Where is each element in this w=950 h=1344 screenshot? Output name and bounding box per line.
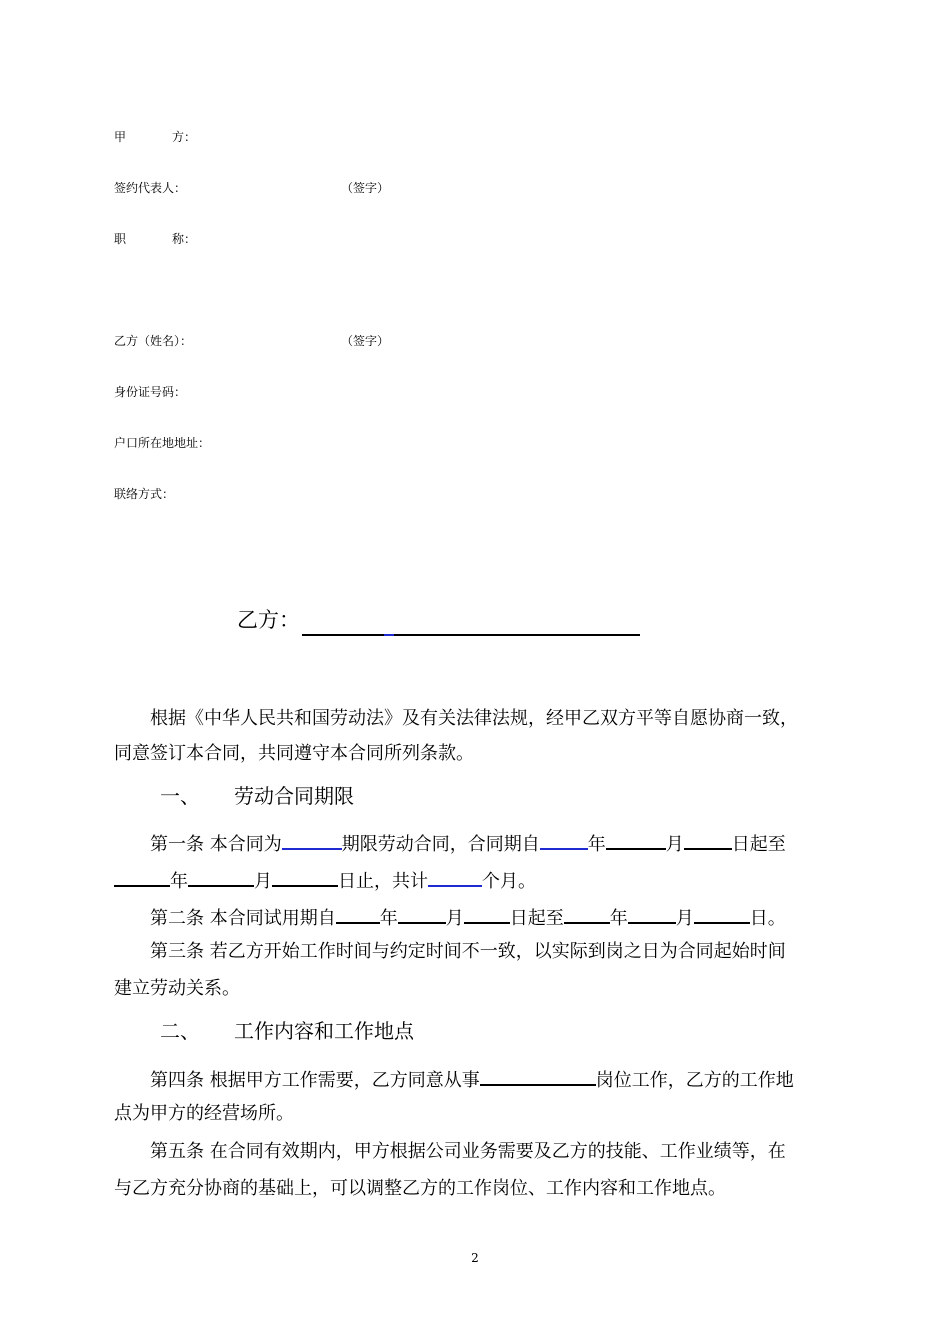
id-number-label: 身份证号码： — [114, 385, 187, 399]
section-2-heading — [160, 1018, 414, 1044]
article-5-line-1: 第五条 在合同有效期内，甲方根据公司业务需要及乙方的技能、工作业绩等，在 — [150, 1141, 786, 1162]
blank-term-type — [282, 829, 342, 850]
article-2-text-g: 日。 — [749, 908, 786, 929]
article-2 — [150, 903, 786, 931]
blank-probation-start-year — [336, 903, 380, 924]
contact-label: 联络方式： — [114, 487, 175, 501]
sign-mark-1: （签字） — [341, 181, 390, 195]
article-1-line-2 — [114, 866, 536, 894]
sign-mark-2: （签字） — [341, 334, 390, 348]
blank-end-year — [114, 866, 170, 887]
article-4-line-2: 点为甲方的经营场所。 — [114, 1103, 294, 1124]
title-label-right: 称： — [172, 232, 197, 246]
household-address-label: 户口所在地地址： — [114, 436, 211, 450]
section-1-title: 劳动合同期限 — [234, 784, 354, 808]
preamble-line-2: 同意签订本合同，共同遵守本合同所列条款。 — [114, 743, 474, 764]
representative-label: 签约代表人： — [114, 181, 187, 195]
article-1-text-g: 月 — [254, 871, 272, 892]
article-2-text-c: 月 — [445, 908, 464, 929]
article-1-text-f: 年 — [170, 871, 188, 892]
preamble-line-1: 根据《中华人民共和国劳动法》及有关法律法规，经甲乙双方平等自愿协商一致， — [150, 708, 798, 729]
blank-position — [480, 1065, 596, 1086]
blank-probation-start-day — [464, 903, 510, 924]
blank-start-year — [540, 829, 588, 850]
article-2-text-b: 年 — [379, 908, 398, 929]
title-label-left: 职 — [114, 232, 127, 246]
article-2-text-f: 月 — [675, 908, 694, 929]
section-1-number: 一、 — [160, 784, 200, 808]
article-1-text-e: 日起至 — [731, 834, 786, 855]
article-1-text-c: 年 — [587, 834, 606, 855]
party-b-sign-line — [302, 634, 640, 636]
article-1-text-a: 第一条 本合同为 — [150, 834, 282, 855]
article-1-text-i: 个月。 — [482, 871, 536, 892]
blank-start-day — [684, 829, 732, 850]
article-2-text-e: 年 — [609, 908, 628, 929]
blank-probation-end-year — [564, 903, 610, 924]
blank-end-day — [272, 866, 338, 887]
section-2-number: 二、 — [160, 1019, 200, 1043]
party-a-label-left: 甲 — [114, 130, 127, 144]
blank-probation-end-month — [628, 903, 676, 924]
article-1-line-1 — [150, 829, 786, 857]
blank-probation-start-month — [398, 903, 446, 924]
article-4-text-a: 第四条 根据甲方工作需要，乙方同意从事 — [150, 1070, 480, 1091]
blank-probation-end-day — [694, 903, 750, 924]
blank-total-months — [428, 866, 482, 887]
section-2-title: 工作内容和工作地点 — [234, 1019, 414, 1043]
section-1-heading — [160, 783, 354, 809]
article-3-line-1: 第三条 若乙方开始工作时间与约定时间不一致，以实际到岗之日为合同起始时间 — [150, 941, 786, 962]
page-number: 2 — [471, 1251, 479, 1265]
article-5-line-2: 与乙方充分协商的基础上，可以调整乙方的工作岗位、工作内容和工作地点。 — [114, 1178, 726, 1199]
blank-start-month — [606, 829, 666, 850]
blank-end-month — [188, 866, 254, 887]
article-1-text-h: 日止，共计 — [338, 871, 428, 892]
article-4-line-1 — [150, 1065, 794, 1093]
article-2-text-a: 第二条 本合同试用期自 — [150, 908, 336, 929]
article-2-text-d: 日起至 — [509, 908, 564, 929]
sign-line-accent — [384, 634, 394, 636]
article-4-text-b: 岗位工作，乙方的工作地 — [595, 1070, 794, 1091]
article-1-text-b: 期限劳动合同，合同期自 — [341, 834, 540, 855]
party-a-label-right: 方： — [172, 130, 197, 144]
party-b-sign-label: 乙方： — [237, 608, 300, 632]
article-3-line-2: 建立劳动关系。 — [114, 978, 240, 999]
article-1-text-d: 月 — [665, 834, 684, 855]
party-b-name-label: 乙方（姓名）： — [114, 334, 193, 348]
